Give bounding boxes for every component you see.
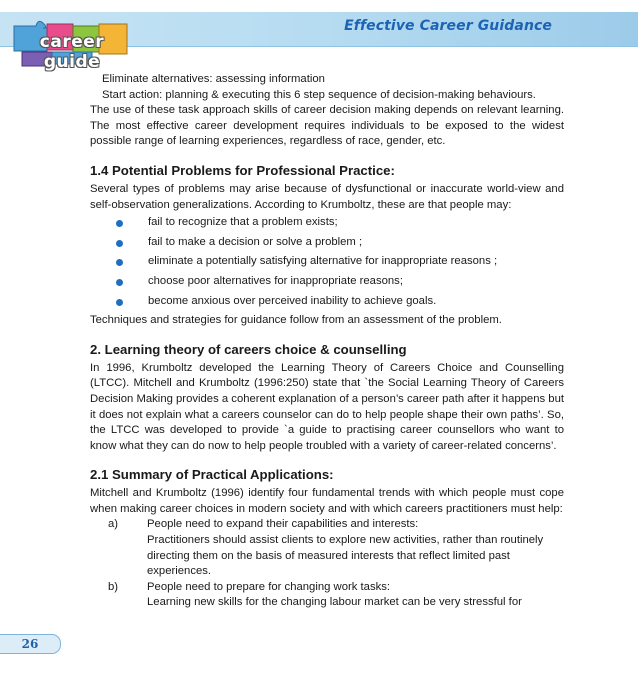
section-heading-2: 2. Learning theory of careers choice & counselling bbox=[90, 341, 407, 357]
item-marker: a) bbox=[108, 518, 119, 531]
item-text: Learning new skills for the changing labour market can be very stressful for bbox=[147, 596, 522, 609]
problem-list bbox=[90, 215, 564, 309]
career-guide-logo bbox=[12, 18, 132, 70]
item-text: Practitioners should assist clients to explore new activities, rather than routinely directing them on the basis of measured interests that reflect limited past experiences. bbox=[147, 534, 544, 578]
list-item: fail to recognize that a problem exists; bbox=[90, 215, 564, 231]
page-header bbox=[0, 0, 638, 72]
intro-line: Eliminate alternatives: assessing information bbox=[102, 73, 325, 85]
bullet-icon bbox=[116, 220, 123, 227]
section-1-4-intro: Several types of problems may arise because of dysfunctional or inaccurate world-view and self-observation generalizations. According to Krumboltz, these are that people may: bbox=[90, 182, 564, 211]
applications-list bbox=[90, 517, 564, 611]
list-item: choose poor alternatives for inappropriate reasons; bbox=[90, 274, 564, 290]
section-1-4-closing: Techniques and strategies for guidance follow from an assessment of the problem. bbox=[90, 314, 502, 327]
intro-line: Start action: planning & executing this 6 step sequence of decision-making behaviours. bbox=[102, 88, 536, 101]
bullet-icon bbox=[116, 299, 123, 306]
section-2-body: In 1996, Krumboltz developed the Learning Theory of Careers Choice and Counselling (LTCC). Mitchell and Krumboltz (1996:250) state that `the Social Learning Theory of Careers Decision Making provides a coherent explanation of a person’s career path after it happens but it does not explain what a careers counselor can do to help people shape their own paths’. So, the LTCC was developed to provide `a guide to practising career counsellors who want to know what they can do now to help people troubled with a variety of career-related concerns’. bbox=[90, 361, 564, 452]
list-item bbox=[90, 517, 564, 579]
running-title: Effective Career Guidance bbox=[344, 18, 552, 34]
bullet-icon bbox=[116, 240, 123, 247]
item-title: People need to prepare for changing work tasks: bbox=[147, 580, 391, 593]
list-item: fail to make a decision or solve a problem ; bbox=[90, 235, 564, 251]
list-item: eliminate a potentially satisfying alternative for inappropriate reasons ; bbox=[90, 254, 564, 270]
bullet-icon bbox=[116, 259, 123, 266]
section-heading-2-1: 2.1 Summary of Practical Applications: bbox=[90, 467, 334, 483]
page-content bbox=[90, 72, 564, 611]
list-item: become anxious over perceived inability to achieve goals. bbox=[90, 294, 564, 310]
item-marker: b) bbox=[108, 580, 119, 593]
list-item bbox=[90, 580, 564, 611]
bullet-icon bbox=[116, 279, 123, 286]
item-title: People need to expand their capabilities and interests: bbox=[147, 518, 419, 531]
intro-paragraph: The use of these task approach skills of career decision making depends on relevant learning. The most effective career development requires individuals to be exposed to the widest possible range of learning experiences, regardless of race, gender, etc. bbox=[90, 104, 564, 148]
logo-text: career guide bbox=[39, 32, 105, 72]
section-2-1-body: Mitchell and Krumboltz (1996) identify four fundamental trends with which people must cope when making career choices in modern society and with which careers practitioners must help: bbox=[90, 487, 564, 515]
section-heading-1-4: 1.4 Potential Problems for Professional Practice: bbox=[90, 162, 395, 178]
page-number: 26 bbox=[0, 634, 61, 654]
